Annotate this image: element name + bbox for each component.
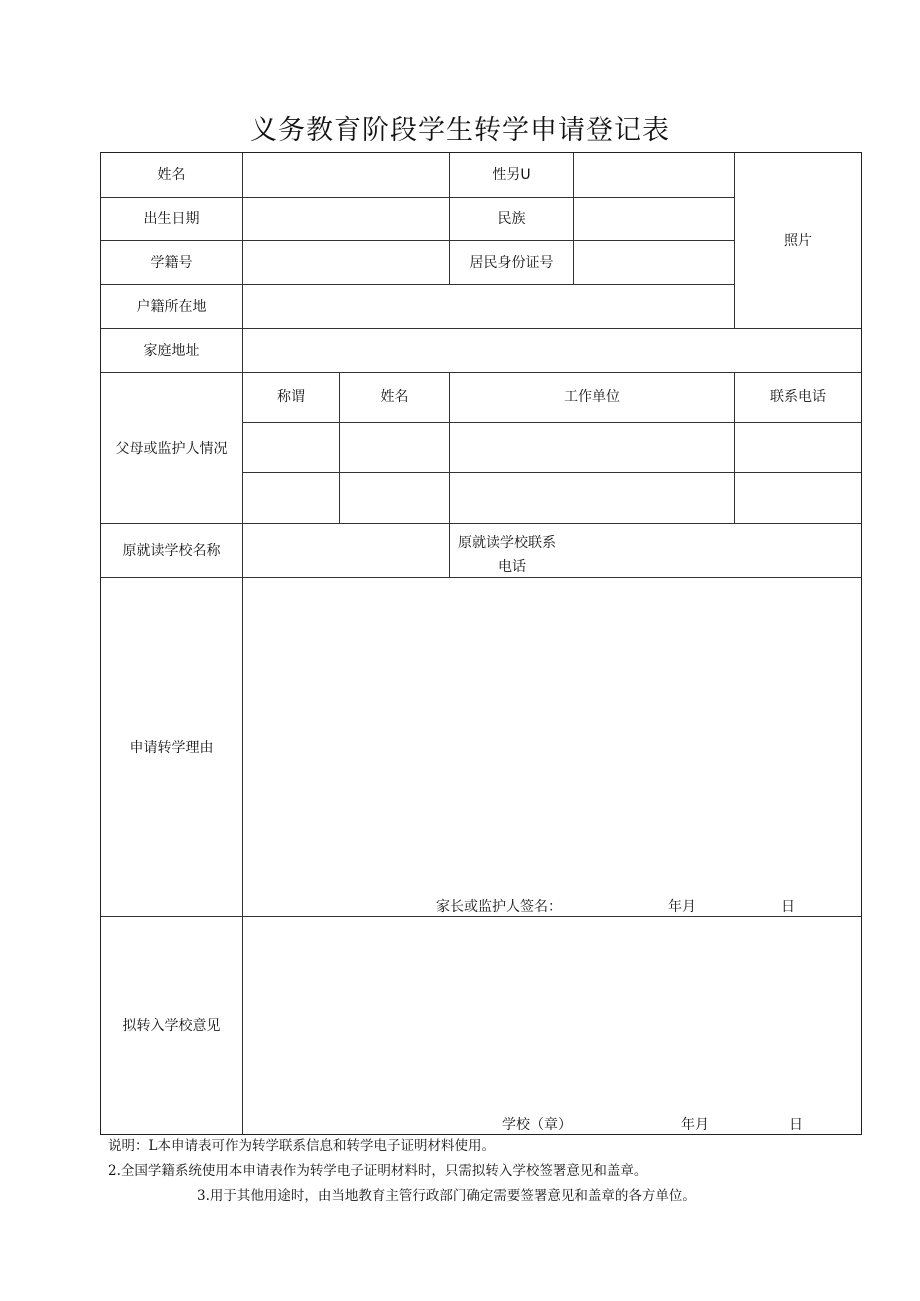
photo-label: 照片: [784, 233, 812, 249]
original-school-phone-field[interactable]: [571, 524, 861, 577]
household-label: 户籍所在地: [136, 299, 207, 315]
gender-label: 性另U: [492, 167, 531, 183]
ethnicity-field[interactable]: [574, 198, 734, 240]
target-school-opinion-field[interactable]: [243, 917, 861, 1107]
name-label: 姓名: [157, 167, 186, 183]
guardian-header-workplace: 工作单位: [564, 389, 620, 405]
name-field[interactable]: [243, 153, 449, 197]
guardian-1-workplace[interactable]: [450, 423, 734, 472]
guardian-header-relation: 称谓: [277, 389, 305, 405]
birth-date-field[interactable]: [243, 198, 449, 240]
photo-box[interactable]: [735, 153, 861, 328]
parent-signature-label: 家长或监护人签名：: [436, 899, 562, 915]
ethnicity-label: 民族: [497, 211, 526, 227]
guardian-section-label: 父母或监护人情况: [115, 441, 228, 457]
guardian-2-relation[interactable]: [243, 473, 339, 523]
birth-date-label: 出生日期: [143, 211, 200, 227]
target-school-opinion-label: 拟转入学校意见: [122, 1018, 221, 1034]
row-divider: [101, 372, 861, 373]
id-number-label: 居民身份证号: [469, 255, 554, 271]
note-2: 2.全国学籍系统使用本申请表作为转学电子证明材料时，只需拟转入学校签署意见和盖章。: [108, 1163, 648, 1179]
form-title: 义务教育阶段学生转学申请登记表: [250, 115, 670, 146]
school-stamp-day: 日: [789, 1117, 803, 1133]
guardian-2-workplace[interactable]: [450, 473, 734, 523]
guardian-header-name: 姓名: [380, 389, 409, 405]
guardian-header-phone: 联系电话: [770, 389, 826, 405]
reason-field[interactable]: [243, 578, 861, 888]
gender-field[interactable]: [574, 153, 734, 197]
household-field[interactable]: [243, 285, 734, 328]
transfer-application-form: [100, 152, 862, 1135]
original-school-phone-label-line1: 原就读学校联系: [458, 535, 556, 551]
id-number-field[interactable]: [574, 241, 734, 284]
address-label: 家庭地址: [143, 343, 200, 359]
student-id-field[interactable]: [243, 241, 449, 284]
note-3: 3.用于其他用途时，由当地教育主管行政部门确定需要签署意见和盖章的各方单位。: [197, 1188, 696, 1204]
parent-signature-day: 日: [781, 899, 795, 915]
student-id-label: 学籍号: [150, 255, 193, 271]
original-school-label: 原就读学校名称: [122, 543, 221, 559]
guardian-1-name[interactable]: [340, 423, 449, 472]
school-stamp-year-month: 年月: [681, 1117, 709, 1133]
guardian-1-relation[interactable]: [243, 423, 339, 472]
reason-label: 申请转学理由: [129, 740, 214, 756]
guardian-2-name[interactable]: [340, 473, 449, 523]
original-school-phone-label-line2: 电话: [498, 559, 526, 575]
note-1: 说明：L本申请表可作为转学联系信息和转学电子证明材料使用。: [108, 1138, 495, 1154]
guardian-2-phone[interactable]: [735, 473, 861, 523]
guardian-1-phone[interactable]: [735, 423, 861, 472]
original-school-field[interactable]: [243, 524, 449, 577]
school-stamp-label: 学校（章）: [502, 1117, 572, 1133]
parent-signature-year-month: 年月: [668, 899, 696, 915]
address-field[interactable]: [243, 329, 861, 372]
